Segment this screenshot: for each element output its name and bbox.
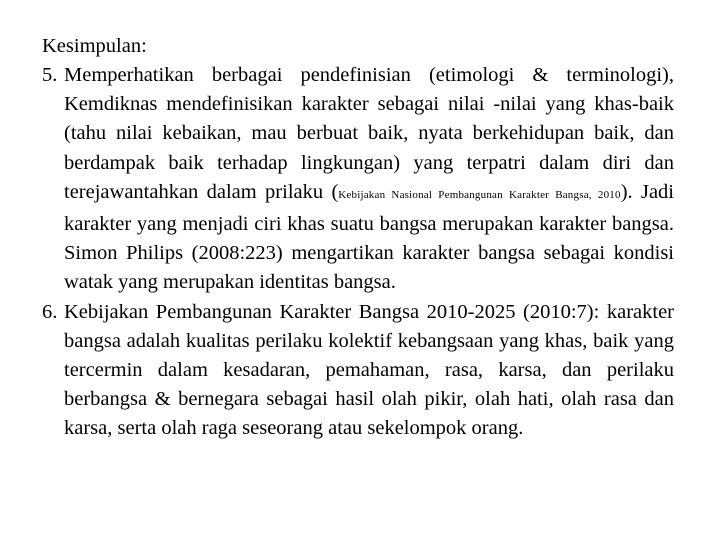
slide-content [42, 32, 674, 444]
list-item-text [64, 61, 674, 298]
list-number: 5. [42, 64, 58, 86]
text-part-1: Memperhatikan berbagai pendefinisian (etimologi & terminologi), Kemdiknas mendefinisikan karakter sebagai nilai -nilai yang khas-baik (tahu nilai kebaikan, mau berbuat baik, nyata berkehidupan baik, dan berdampak baik terhadap lingkungan) yang terpatri dalam diri dan terejawantahkan dalam prilaku ( [64, 64, 674, 203]
list-item-5 [42, 61, 674, 298]
list-item-text: Kebijakan Pembangunan Karakter Bangsa 2010-2025 (2010:7): karakter bangsa adalah kualitas perilaku kolektif kebangsaan yang khas, baik yang tercermin dalam kesadaran, pemahaman, rasa, karsa, dan perilaku berbangsa & bernegara sebagai hasil olah pikir, olah hati, olah rasa dan karsa, serta olah raga seseorang atau sekelompok orang. [64, 300, 674, 440]
heading: Kesimpulan: [42, 35, 147, 57]
list-item-6 [42, 298, 674, 444]
list-number: 6. [42, 300, 58, 323]
text-part-2: ). Jadi karakter yang menjadi ciri khas suatu bangsa merupakan karakter bangsa. Simon Philips (2008:223) mengartikan karakter bangsa sebagai kondisi watak yang merupakan identitas bangsa. [64, 180, 674, 294]
citation-small: Kebijakan Nasional Pembangunan Karakter Bangsa, 2010 [338, 188, 621, 201]
